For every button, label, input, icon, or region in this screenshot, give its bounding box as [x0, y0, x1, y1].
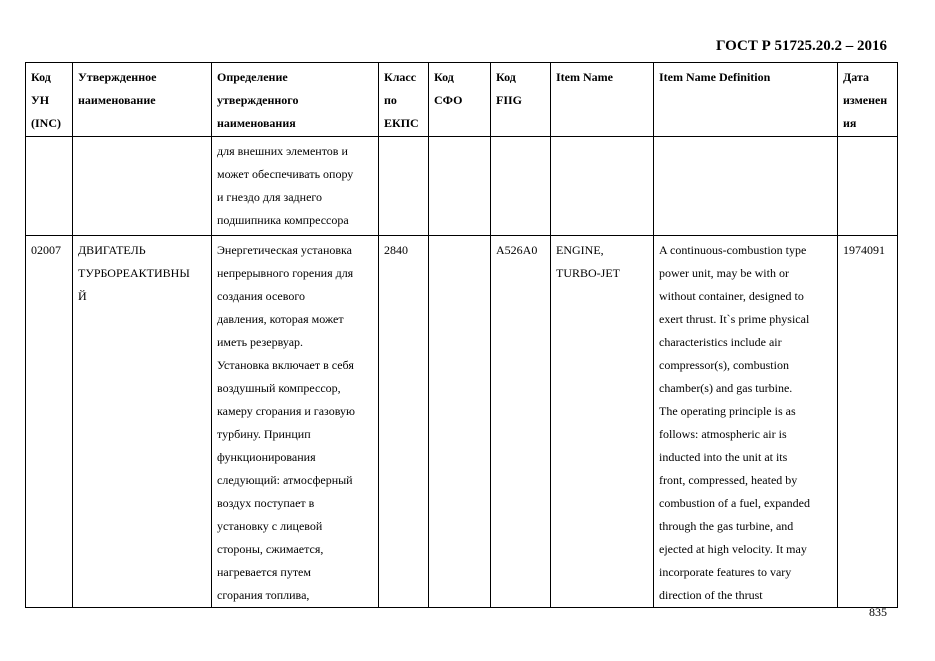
cell-fiig-code: [491, 137, 551, 236]
col-header-approved-name: Утвержденное наименование: [73, 63, 212, 137]
col-header-fiig-code: Код FIIG: [491, 63, 551, 137]
cell-ekps-class: [379, 137, 429, 236]
cell-inc-code: [26, 137, 73, 236]
cell-sfo-code: [429, 236, 491, 608]
cell-approved-name: ДВИГАТЕЛЬ ТУРБОРЕАКТИВНЫ Й: [73, 236, 212, 608]
cell-item-name-definition: A continuous-combustion type power unit, may be with or without container, designed to exert thrust. It`s prime physical characteristics include air compressor(s), combustion chamber(s) and gas turbine. The operating principle is as follows: atmospheric air is inducted into the unit at its front, compressed, heated by combustion of a fuel, expanded through the gas turbine, and ejected at high velocity. It may incorporate features to vary direction of the thrust: [654, 236, 838, 608]
col-header-item-name: Item Name: [551, 63, 654, 137]
cell-inc-code: 02007: [26, 236, 73, 608]
cell-sfo-code: [429, 137, 491, 236]
col-header-definition: Определение утвержденного наименования: [212, 63, 379, 137]
page-number: 835: [869, 605, 887, 619]
classification-table: [25, 62, 898, 608]
table-row: [26, 236, 898, 608]
cell-change-date: 1974091: [838, 236, 898, 608]
cell-change-date: [838, 137, 898, 236]
col-header-inc-code: Код УН (INC): [26, 63, 73, 137]
cell-item-name: [551, 137, 654, 236]
col-header-ekps-class: Класс по ЕКПС: [379, 63, 429, 137]
col-header-sfo-code: Код СФО: [429, 63, 491, 137]
col-header-change-date: Дата изменен ия: [838, 63, 898, 137]
cell-definition: Энергетическая установка непрерывного горения для создания осевого давления, которая может иметь резервуар. Установка включает в себя воздушный компрессор, камеру сгорания и газовую турбину. Принцип функционирования следующий: атмосферный воздух поступает в установку с лицевой стороны, сжимается, нагревается путем сгорания топлива,: [212, 236, 379, 608]
cell-item-name: ENGINE, TURBO-JET: [551, 236, 654, 608]
cell-item-name-definition: [654, 137, 838, 236]
cell-ekps-class: 2840: [379, 236, 429, 608]
table-header-row: [26, 63, 898, 137]
cell-definition: для внешних элементов и может обеспечивать опору и гнездо для заднего подшипника компрессора: [212, 137, 379, 236]
cell-fiig-code: A526A0: [491, 236, 551, 608]
col-header-item-name-definition: Item Name Definition: [654, 63, 838, 137]
table-row: [26, 137, 898, 236]
cell-approved-name: [73, 137, 212, 236]
document-id: ГОСТ Р 51725.20.2 – 2016: [715, 38, 887, 54]
